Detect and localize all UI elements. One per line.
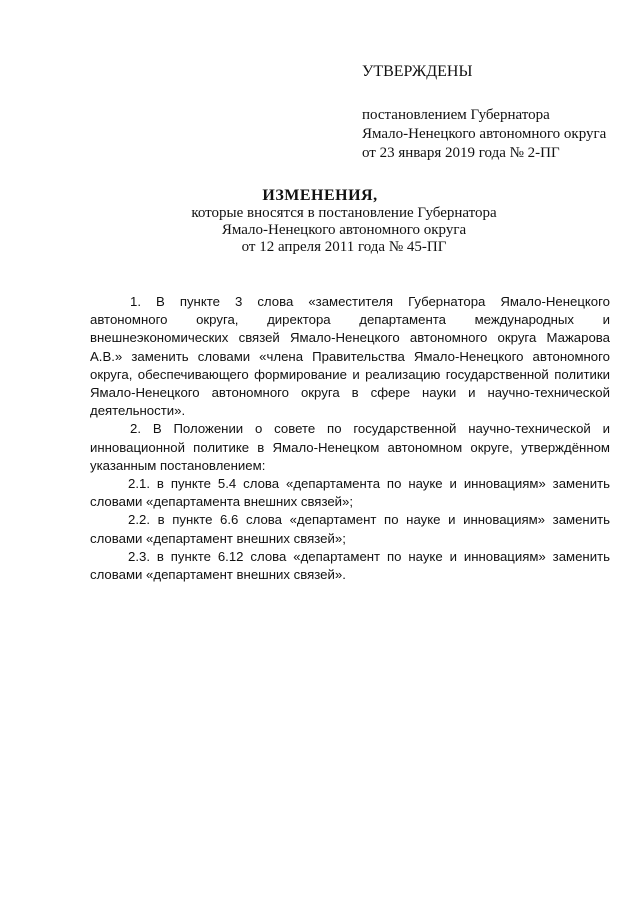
document-heading [0, 186, 640, 256]
paragraph-2-1: 2.1. в пункте 5.4 слова «департамента по науке и инновациям» заменить словами «департамента внешних связей»; [90, 476, 610, 510]
approval-line: постановлением Губернатора [362, 107, 550, 123]
paragraph-2-2: 2.2. в пункте 6.6 слова «департамент по науке и инновациям» заменить словами «департамент внешних связей»; [90, 512, 610, 546]
document-body [90, 293, 610, 584]
heading-line: которые вносятся в постановление Губернатора [191, 205, 497, 221]
approval-line: Ямало-Ненецкого автономного округа [362, 126, 607, 142]
approval-block [362, 62, 622, 163]
paragraph-1: 1. В пункте 3 слова «заместителя Губернатора Ямало-Ненецкого автономного округа, директора департамента международных и внешнеэкономических связей Ямало-Ненецкого автономного округа Мажарова А.В.» заменить словами «члена Правительства Ямало-Ненецкого автономного округа, обеспечивающего формирование и реализацию государственной политики Ямало-Ненецкого автономного округа в сфере науки и научно-технической деятельности». [90, 294, 610, 419]
approval-title: УТВЕРЖДЕНЫ [362, 63, 473, 80]
paragraph-2-3: 2.3. в пункте 6.12 слова «департамент по науке и инновациям» заменить словами «департамент внешних связей». [90, 548, 610, 583]
heading-line: Ямало-Ненецкого автономного округа [221, 222, 467, 238]
paragraph-2: 2. В Положении о совете по государственной научно-технической и инновационной политике в Ямало-Ненецком автономном округе, утверждённом указанным постановлением: [90, 421, 610, 473]
approval-line: от 23 января 2019 года № 2-ПГ [362, 145, 560, 161]
heading-line: от 12 апреля 2011 года № 45-ПГ [241, 239, 447, 255]
heading-title: ИЗМЕНЕНИЯ, [262, 187, 378, 204]
